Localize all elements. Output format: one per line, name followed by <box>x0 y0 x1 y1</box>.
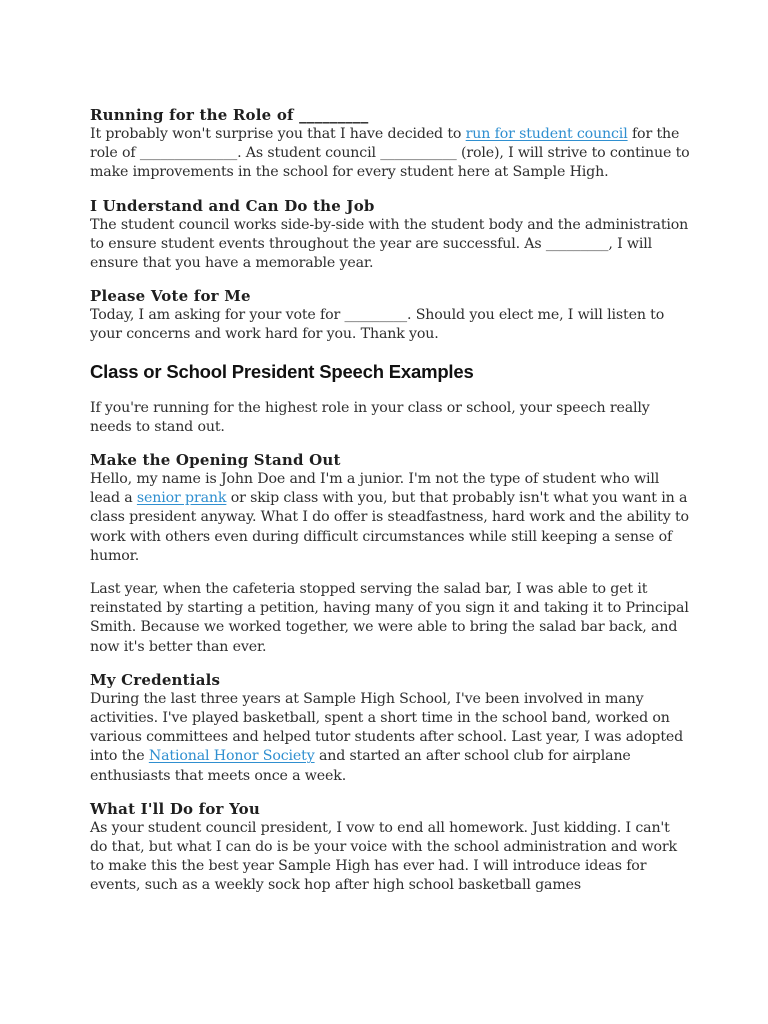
senior-prank-link[interactable]: senior prank <box>136 490 227 507</box>
paragraph-text: for the role of ______________. As student council ___________ (role), I will strive to continue to make improvements in the school for every student here at Sample High. <box>90 126 690 181</box>
document-page <box>90 106 690 896</box>
main-heading-president-speech: Class or School President Speech Examples <box>90 360 474 382</box>
paragraph-please-vote: Today, I am asking for your vote for _________. Should you elect me, I will listen to your concerns and work hard for you. Thank you. <box>90 307 665 343</box>
paragraph-running-for-role <box>90 125 690 183</box>
section-heading-credentials: My Credentials <box>90 670 221 689</box>
section-heading-understand-job: I Understand and Can Do the Job <box>90 196 375 215</box>
section-heading-please-vote: Please Vote for Me <box>90 287 251 306</box>
paragraph-opening-1 <box>90 470 690 566</box>
paragraph-text: and started an after school club for airplane enthusiasts that meets once a week. <box>90 748 631 784</box>
paragraph-text: During the last three years at Sample High School, I've been involved in many activities. I've played basketball, spent a short time in the school band, worked on various committees and helped tutor students after school. Last year, I was adopted into the <box>90 690 684 765</box>
section-heading-what-ill-do: What I'll Do for You <box>90 799 260 818</box>
paragraph-what-ill-do: As your student council president, I vow to end all homework. Just kidding. I can't do that, but what I can do is be your voice with the school administration and work to make this the best year Sample High has ever had. I will introduce ideas for events, such as a weekly sock hop after high school basketball games <box>90 819 678 894</box>
paragraph-text: or skip class with you, but that probably isn't what you want in a class president anyway. What I do offer is steadfastness, hard work and the ability to work with others even during difficult circumstances while still keeping a sense of humor. <box>90 490 689 564</box>
intro-paragraph: If you're running for the highest role in your class or school, your speech really needs to stand out. <box>90 399 650 435</box>
paragraph-understand-job: The student council works side-by-side with the student body and the administration to ensure student events throughout the year are successful. As _________, I will ensure that you have a memorable year. <box>90 216 689 272</box>
national-honor-society-link[interactable]: National Honor Society <box>148 748 315 765</box>
section-heading-running-for-role: Running for the Role of _________ <box>90 106 369 124</box>
run-for-student-council-link[interactable]: run for student council <box>465 126 628 142</box>
paragraph-opening-2: Last year, when the cafeteria stopped serving the salad bar, I was able to get it reinstated by starting a petition, having many of you sign it and taking it to Principal Smith. Because we worked together, we were able to bring the salad bar back, and now it's better than ever. <box>90 581 689 655</box>
paragraph-text: Hello, my name is John Doe and I'm a junior. I'm not the type of student who will lead a <box>90 471 660 507</box>
paragraph-text: It probably won't surprise you that I have decided to <box>90 126 466 142</box>
section-heading-opening: Make the Opening Stand Out <box>90 451 341 470</box>
paragraph-credentials <box>90 690 690 786</box>
